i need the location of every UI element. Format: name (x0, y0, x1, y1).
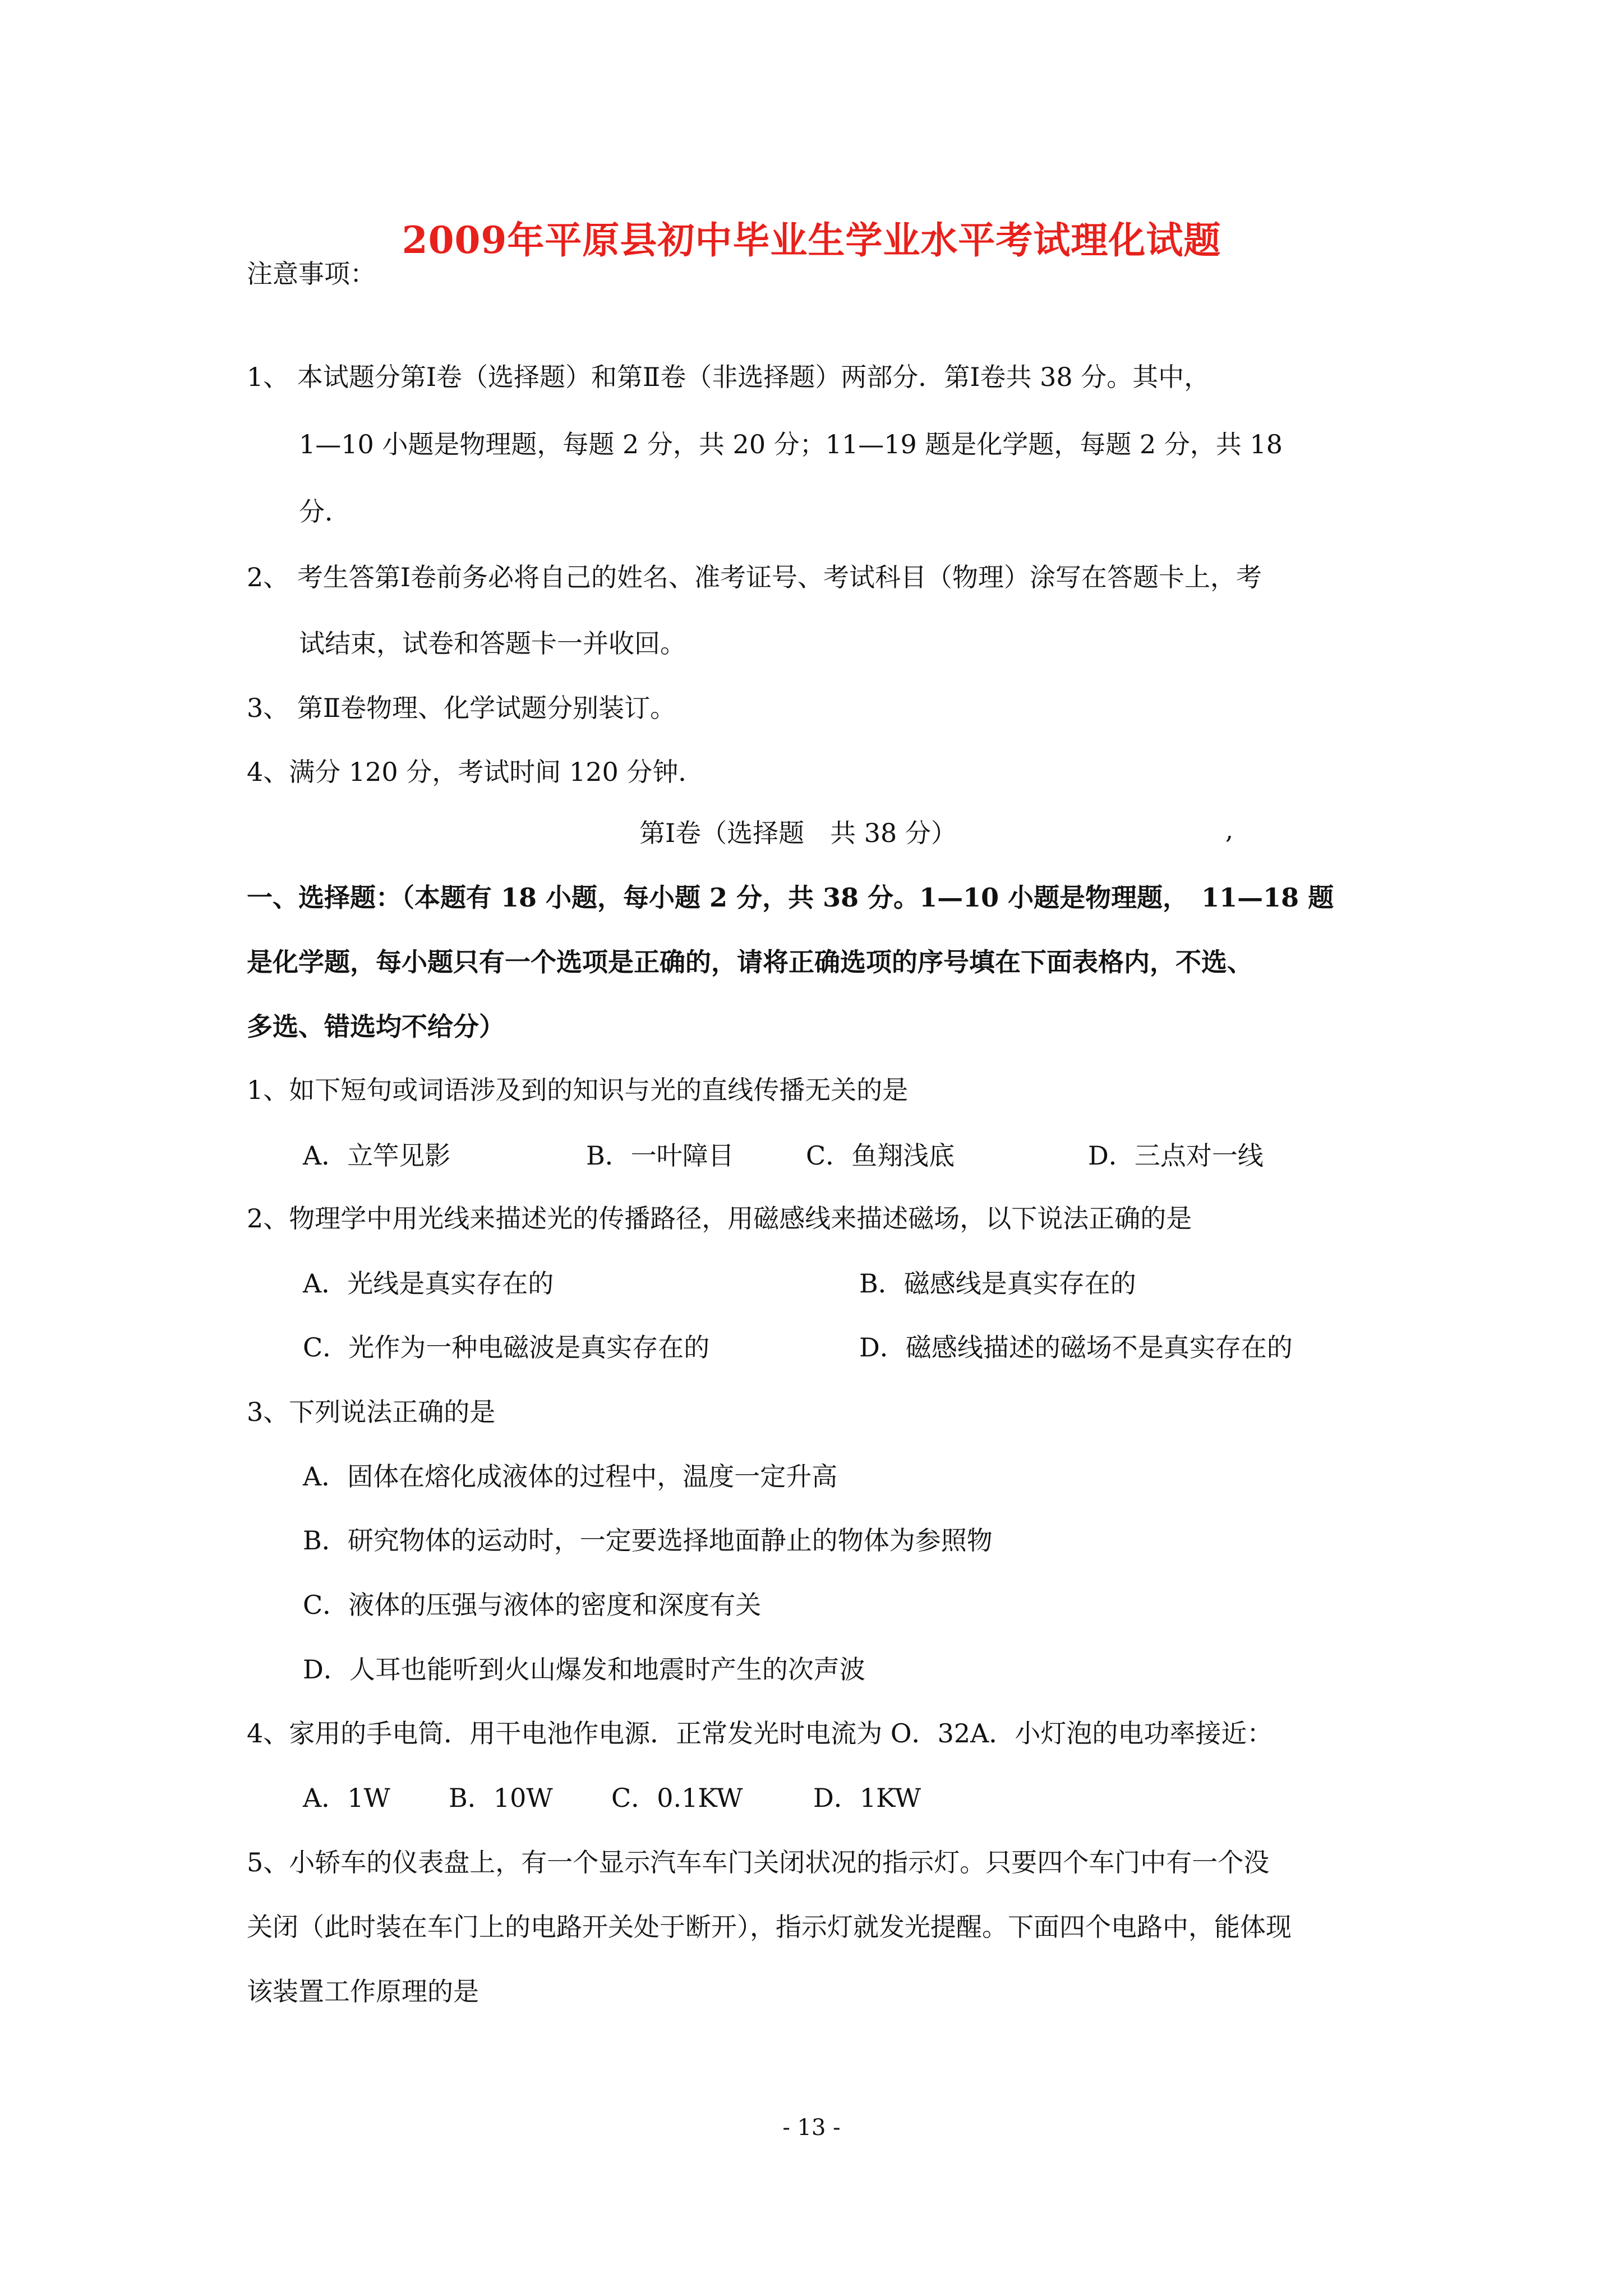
question-4-option-c: C．0.1KW (611, 1783, 743, 1813)
note-line: 分． (299, 496, 351, 527)
question-4-option-d: D．1KW (813, 1783, 921, 1813)
question-5-line: 关闭（此时装在车门上的电路开关处于断开），指示灯就发光提醒。下面四个电路中，能体现 (247, 1912, 1292, 1942)
note-line: 3、 第Ⅱ卷物理、化学试题分别装订。 (247, 693, 676, 723)
question-2-option-c: C．光作为一种电磁波是真实存在的 (303, 1332, 710, 1363)
question-3-option-a: A．固体在熔化成液体的过程中，温度一定升高 (303, 1461, 838, 1492)
question-3-option-b: B．研究物体的运动时，一定要选择地面静止的物体为参照物 (303, 1525, 993, 1556)
stray-mark: , (1225, 816, 1233, 845)
question-3-option-c: C．液体的压强与液体的密度和深度有关 (303, 1590, 762, 1620)
question-1-option-d: D．三点对一线 (1088, 1140, 1264, 1171)
note-line: 1、 本试题分第Ⅰ卷（选择题）和第Ⅱ卷（非选择题）两部分．第Ⅰ卷共 38 分。其中， (247, 362, 1210, 392)
question-1-option-b: B．一叶障目 (586, 1140, 734, 1171)
note-line: 1—10 小题是物理题，每题 2 分，共 20 分；11—19 题是化学题，每题 2 分，共 18 (299, 429, 1283, 459)
question-1-option-a: A．立竿见影 (303, 1140, 451, 1171)
note-line: 2、 考生答第Ⅰ卷前务必将自己的姓名、准考证号、考试科目（物理）涂写在答题卡上，考 (247, 562, 1262, 592)
part-one-instructions: 多选、错选均不给分） (247, 1011, 505, 1042)
exam-title: 2009年平原县初中毕业生学业水平考试理化试题 (402, 218, 1221, 262)
question-2-stem: 2、物理学中用光线来描述光的传播路径，用磁感线来描述磁场，以下说法正确的是 (247, 1203, 1192, 1234)
question-2-option-b: B．磁感线是真实存在的 (859, 1268, 1136, 1299)
question-3-stem: 3、下列说法正确的是 (247, 1397, 496, 1427)
question-4-option-a: A．1W (303, 1783, 390, 1813)
notes-label: 注意事项： (247, 259, 376, 289)
question-1-option-c: C．鱼翔浅底 (806, 1140, 955, 1171)
question-2-option-d: D．磁感线描述的磁场不是真实存在的 (859, 1332, 1293, 1363)
part-one-instructions: 一、选择题：（本题有 18 小题，每小题 2 分，共 38 分。1—10 小题是物理题， 11—18 题 (247, 882, 1334, 913)
question-1-stem: 1、如下短句或词语涉及到的知识与光的直线传播无关的是 (247, 1075, 909, 1105)
question-5-line: 5、小轿车的仪表盘上，有一个显示汽车车门关闭状况的指示灯。只要四个车门中有一个没 (247, 1847, 1270, 1878)
note-line: 试结束，试卷和答题卡一并收回。 (299, 628, 686, 659)
question-3-option-d: D．人耳也能听到火山爆发和地震时产生的次声波 (303, 1654, 865, 1685)
page-number: - 13 - (782, 2115, 841, 2141)
question-4-option-b: B．10W (449, 1783, 553, 1813)
question-2-option-a: A．光线是真实存在的 (303, 1268, 554, 1299)
question-4-stem: 4、家用的手电筒．用干电池作电源．正常发光时电流为 O．32A．小灯泡的电功率接近： (247, 1718, 1273, 1749)
section-heading: 第Ⅰ卷（选择题 共 38 分） (639, 818, 957, 848)
note-line: 4、满分 120 分，考试时间 120 分钟． (247, 757, 704, 787)
question-5-line: 该装置工作原理的是 (247, 1976, 479, 2007)
part-one-instructions: 是化学题，每小题只有一个选项是正确的，请将正确选项的序号填在下面表格内，不选、 (247, 947, 1253, 977)
